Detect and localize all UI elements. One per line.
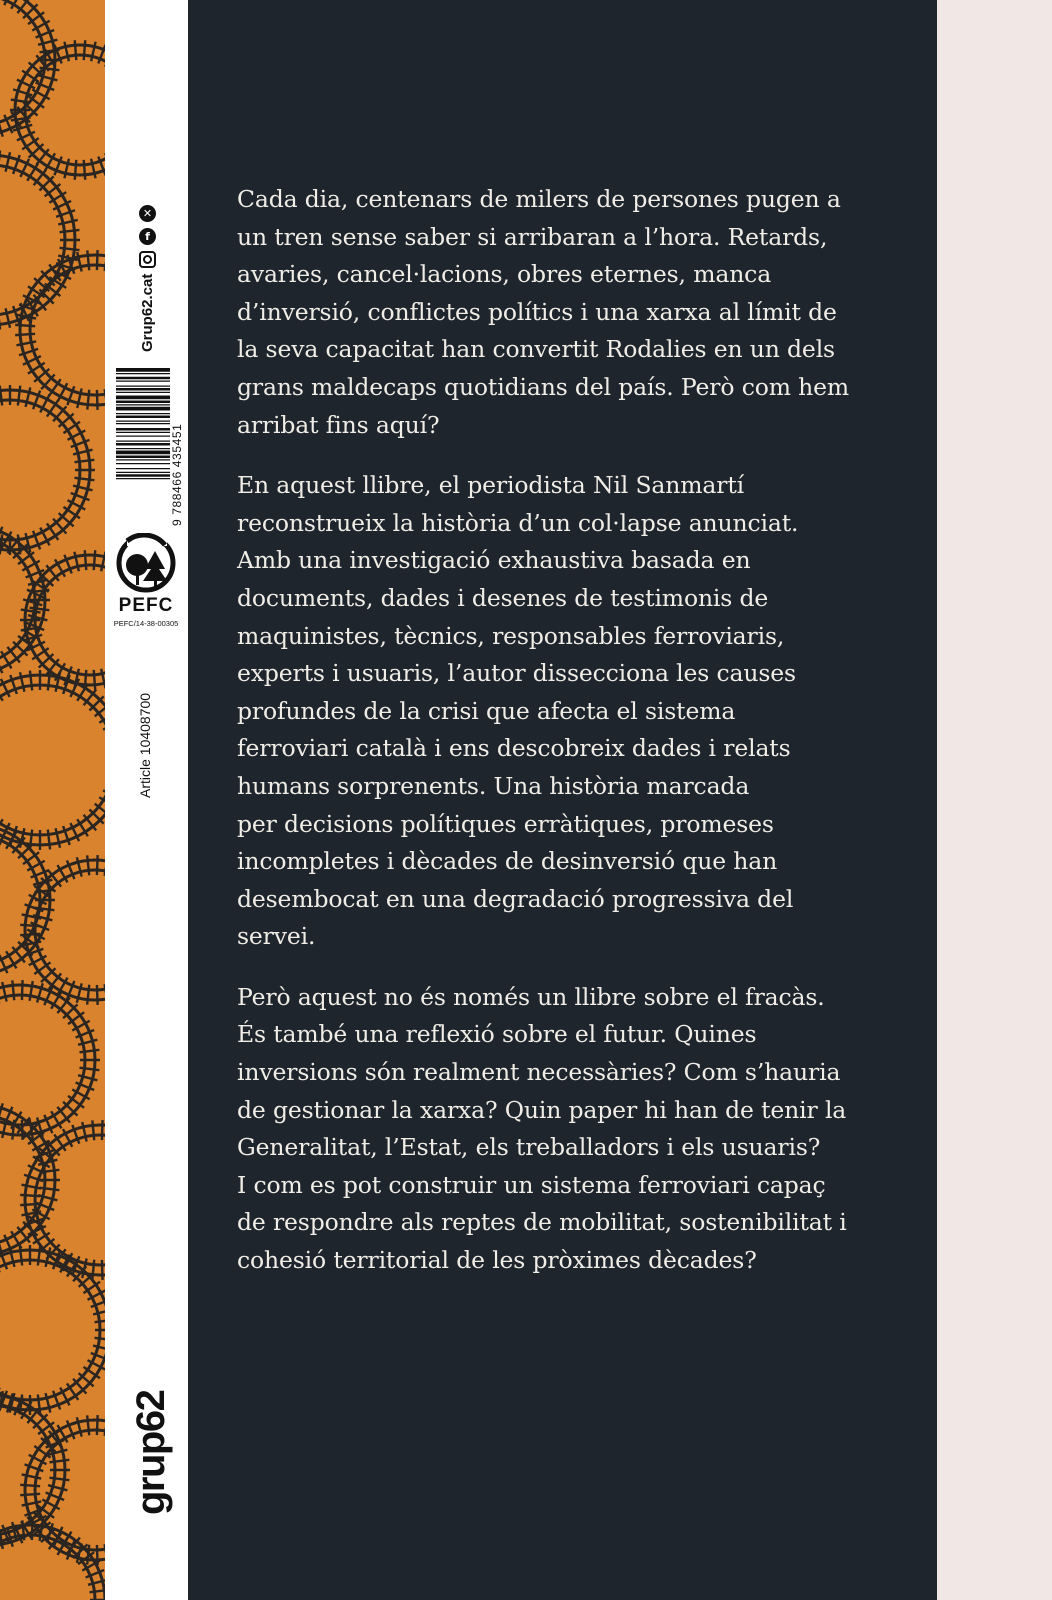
- pefc-code: PEFC/14-38-00305: [113, 619, 179, 628]
- blurb-paragraph-2: En aquest llibre, el periodista Nil Sanmartí reconstrueix la història d’un col·lapse anunciat. Amb una investigació exhaustiva basada en documents, dades i desenes de testimonis de maquinistes, tècnics, responsables ferroviaris, experts i usuaris, l’autor dissecciona les causes profundes de la crisi que afecta el sistema ferroviari català i ens descobreix dades i relats humans sorprenents. Una història marcada per decisions polítiques erràtiques, promeses incompletes i dècades de desinversió que han desembocat en una degradació progressiva del servei.: [237, 471, 799, 951]
- x-icon[interactable]: ✕: [139, 205, 156, 222]
- railway-track-11: [0, 980, 100, 1140]
- blurb-paragraph-1: Cada dia, centenars de milers de persones pugen a un tren sense saber si arribaran a l’hora. Retards, avaries, cancel·lacions, obres eternes, manca d’inversió, conflictes polítics i una xarxa al límit de la seva capacitat han convertit Rodalies en un dels grans maldecaps quotidians del país. Però com hem arribat fins aquí?: [237, 185, 850, 439]
- railway-track-4: [15, 250, 105, 410]
- website-url[interactable]: Grup62.cat: [138, 273, 156, 352]
- railway-track-2: [10, 40, 105, 180]
- railway-track-8: [0, 670, 105, 850]
- social-media-row: [136, 205, 158, 352]
- railway-track-pattern: [0, 0, 105, 1600]
- facebook-icon[interactable]: f: [139, 228, 156, 245]
- railway-tracks-illustration: [0, 0, 105, 1600]
- publisher-logo: grup62: [129, 1390, 173, 1515]
- railway-track-7: [20, 550, 105, 690]
- pefc-label: PEFC: [118, 595, 174, 616]
- isbn-barcode: [116, 366, 170, 512]
- article-number: Article 10408700: [137, 692, 153, 798]
- blurb-text: [237, 181, 877, 1303]
- railway-track-14: [0, 1245, 105, 1415]
- pefc-tree-logo-icon: [113, 533, 179, 593]
- instagram-icon[interactable]: [139, 251, 156, 268]
- isbn-number: 9 788466 435451: [170, 423, 184, 526]
- railway-track-5: [0, 385, 95, 555]
- page-edge-strip: [937, 0, 1052, 1600]
- blurb-paragraph-3: Però aquest no és només un llibre sobre el fracàs. És també una reflexió sobre el futur. Quines inversions són realment necessàries? Com s’hauria de gestionar la xarxa? Quin paper hi han de tenir la Generalitat, l’Estat, els treballadors i els usuaris? I com es pot construir un sistema ferroviari capaç de respondre als reptes de mobilitat, sostenibilitat i cohesió territorial de les pròximes dècades?: [237, 982, 847, 1275]
